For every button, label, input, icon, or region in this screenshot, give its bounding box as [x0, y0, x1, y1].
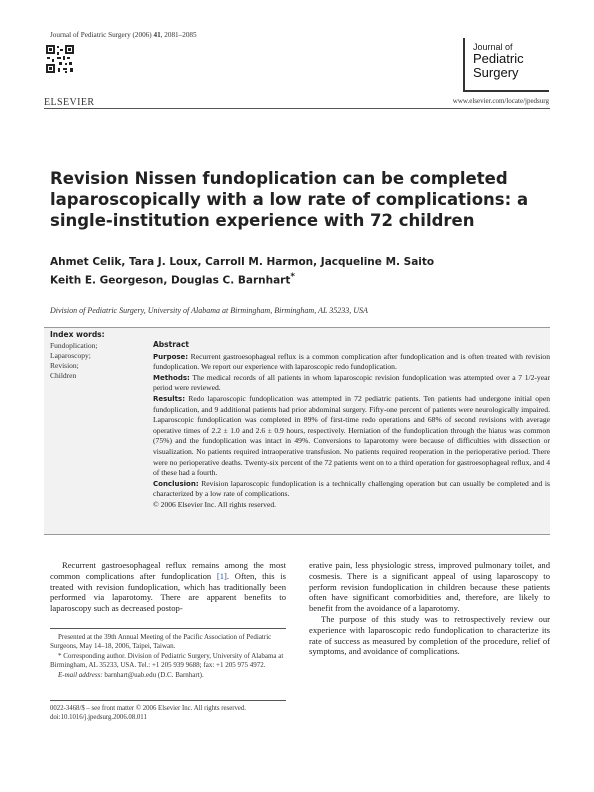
journal-logo: Journal of Pediatric Surgery — [463, 38, 549, 92]
abstract-heading: Abstract — [153, 340, 190, 349]
body-paragraph: The purpose of this study was to retrospectively review our experience with laparoscopic redo fundoplication to characterize its rate of success as measured by completion of the procedure, relief of symptoms, and avoidance of complications. — [309, 613, 550, 657]
author-list: Ahmet Celik, Tara J. Loux, Carroll M. Harmon, Jacqueline M. Saito Keith E. Georgeson, Douglas C. Barnhart* — [50, 256, 435, 287]
qr-code-icon — [45, 44, 75, 74]
body-column-left: Recurrent gastroesophageal reflux remains among the most common complications after fundoplication [1]. Often, this is treated with revision fundoplication, which has traditionally been performed via laparotomy. There are apparent benefits to laparoscopy such as decreased postop- — [50, 560, 286, 614]
footnote-presented: Presented at the 39th Annual Meeting of the Pacific Association of Pediatric Surgeons, May 14–18, 2006, Taipei, Taiwan. — [50, 633, 272, 651]
header-divider — [44, 108, 550, 109]
journal-citation: Journal of Pediatric Surgery (2006) 41, 2081–2085 — [50, 31, 197, 39]
keyword: Revision; — [50, 361, 79, 370]
body-paragraph: erative pain, less physiologic stress, improved pulmonary toilet, and cosmesis. There is a significant appeal of using laparoscopy to perform revision fundoplication in children because these patients often have significant comorbidities and, therefore, are likely to benefit from the avoidance of a laparotomy. — [309, 560, 550, 614]
article-title: Revision Nissen fundoplication can be completed laparoscopically with a low rate of complications: a single-institution experience with 72 children — [50, 169, 529, 230]
keyword: Fundoplication; — [50, 341, 98, 350]
footnotes — [50, 633, 286, 680]
footnote-corresponding: * Corresponding author. Division of Pediatric Surgery, University of Alabama at Birmingham, AL 35233, USA. Tel.: +1 205 939 9688; fax: +1 205 975 4972. — [50, 651, 284, 670]
issn-block: 0022-3468/$ – see front matter © 2006 Elsevier Inc. All rights reserved. doi:10.1016/j.jpedsurg.2006.08.011 — [50, 705, 246, 721]
issn-divider — [50, 700, 286, 701]
doi[interactable]: doi:10.1016/j.jpedsurg.2006.08.011 — [50, 714, 147, 721]
corresponding-author-mark: * — [290, 272, 295, 282]
reference-link[interactable]: [1] — [216, 570, 227, 581]
keyword: Laparoscopy; — [50, 351, 91, 360]
abstract-methods: Methods: The medical records of all patients in whom laparoscopic revision fundoplication was attempted over a 7 1/2-year period were reviewed. — [153, 372, 550, 393]
affiliation: Division of Pediatric Surgery, University of Alabama at Birmingham, Birmingham, AL 35233, USA — [50, 306, 368, 315]
abstract-text — [153, 340, 550, 511]
abstract-copyright: © 2006 Elsevier Inc. All rights reserved. — [153, 499, 277, 509]
abstract-conclusion: Conclusion: Revision laparoscopic fundoplication is a technically challenging operation but can usually be completed and is characterized by a low rate of complications. — [153, 478, 550, 499]
keywords-box: Index words: Fundoplication; Laparoscopy; Revision; Children — [50, 330, 140, 392]
keyword: Children — [50, 371, 77, 380]
footnote-email: E-mail address: barnhart@uab.edu (D.C. Barnhart). — [58, 670, 204, 679]
publisher-logo: ELSEVIER — [44, 97, 95, 108]
body-column-right — [309, 560, 550, 657]
footnote-divider — [50, 628, 286, 629]
abstract-purpose: Purpose: Recurrent gastroesophageal reflux is a common complication after fundoplication and is often treated with revision fundoplication. We report our experience with laparoscopic redo fundoplication. — [153, 351, 550, 372]
journal-url[interactable]: www.elsevier.com/locate/jpedsurg — [452, 97, 549, 105]
abstract-results: Results: Redo laparoscopic fundoplication was attempted in 72 pediatric patients. Ten patients had undergone initial open fundoplication, and 9 additional patients had prior abdominal surgery. Fifty-one percent of patients were neurologically impaired. Laparoscopic fundoplication was completed in 89% of first-time redo operations and 68% of second revisions with average operative times of 2.2 ± 1.0 and 2.6 ± 0.9 hours, respectively. Herniation of the fundoplication through the hiatus was common (75%) and the fundoplication was intact in 49%. Conversions to laparotomy were because of difficulties with dissection or visualization. No patients required intraoperative transfusion. No patients required reoperation in the perioperative period. There were no perioperative deaths. Twenty-six percent of the 72 patients went on to a third operation for gastroesophageal reflux, and 4 of these had a fourth. — [153, 393, 550, 478]
